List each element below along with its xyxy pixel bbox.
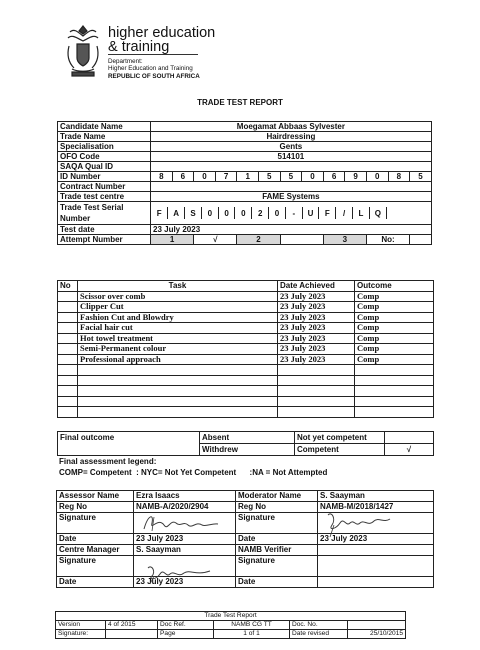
specialisation-value: Gents <box>151 142 432 152</box>
task-date: 23 July 2023 <box>278 354 355 365</box>
docno-value <box>348 621 406 630</box>
test-date-value: 23 July 2023 <box>151 225 432 235</box>
id-digit: 5 <box>410 172 432 182</box>
specialisation-row <box>58 142 432 152</box>
dept-sub-2: Higher Education and Training <box>108 65 193 73</box>
id-digit: 0 <box>366 172 388 182</box>
attempt-2: 2 <box>237 235 280 245</box>
dept-line-1: higher education <box>108 25 216 41</box>
serial-char: A <box>168 207 185 219</box>
id-digit: 5 <box>258 172 280 182</box>
task-name: Facial hair cut <box>78 323 278 334</box>
verifier-name <box>318 545 434 556</box>
col-no: No <box>58 281 78 292</box>
competent-tick: √ <box>385 444 434 456</box>
verifier-date <box>318 577 434 588</box>
not-yet-competent-mark <box>385 432 434 444</box>
serial-char: Q <box>369 207 386 219</box>
contract-row <box>58 182 432 192</box>
candidate-name-value: Moegamat Abbaas Sylvester <box>151 122 432 132</box>
id-digit: 0 <box>302 172 324 182</box>
verifier-date-label: Date <box>236 577 318 588</box>
moderator-handwritten-signature <box>322 509 392 539</box>
task-date: 23 July 2023 <box>278 333 355 344</box>
assessor-name: Ezra Isaacs <box>134 491 236 502</box>
task-outcome: Comp <box>355 323 434 334</box>
withdrew-label: Withdrew <box>200 444 295 456</box>
trade-name-label: Trade Name <box>58 132 151 142</box>
header-rule <box>108 54 198 55</box>
contract-value <box>151 182 432 192</box>
task-row <box>58 344 434 355</box>
saqa-value <box>151 162 432 172</box>
footer-signature-value <box>106 630 158 639</box>
task-date: 23 July 2023 <box>278 323 355 334</box>
assessor-reg-label: Reg No <box>57 502 134 513</box>
ofo-label: OFO Code <box>58 152 151 162</box>
task-outcome: Comp <box>355 302 434 313</box>
task-table <box>57 280 434 418</box>
serial-char: F <box>151 207 168 219</box>
docno-label: Doc. No. <box>290 621 348 630</box>
serial-label-2: Number <box>60 214 91 223</box>
not-yet-competent-label: Not yet competent <box>295 432 385 444</box>
page-value: 1 of 1 <box>214 630 290 639</box>
assessor-signature-label: Signature <box>57 513 134 534</box>
moderator-name-label: Moderator Name <box>236 491 318 502</box>
trade-name-value: Hairdressing <box>151 132 432 142</box>
task-row <box>58 291 434 302</box>
task-header-row <box>58 281 434 292</box>
outcome-row-1 <box>58 432 434 444</box>
task-row-empty <box>58 396 434 407</box>
saqa-row <box>58 162 432 172</box>
dept-sub-3: REPUBLIC OF SOUTH AFRICA <box>108 72 200 80</box>
task-row-empty <box>58 386 434 397</box>
legend-title: Final assessment legend: <box>59 457 157 466</box>
attempt-row <box>58 235 432 245</box>
version-value: 4 of 2015 <box>106 621 158 630</box>
serial-char: U <box>302 207 319 219</box>
test-date-row <box>58 225 432 235</box>
task-date: 23 July 2023 <box>278 291 355 302</box>
serial-label-1: Trade Test Serial <box>60 203 124 212</box>
footer-table <box>55 611 406 639</box>
serial-blank <box>386 207 431 219</box>
page-label: Page <box>158 630 214 639</box>
id-digit: 5 <box>280 172 302 182</box>
attempt-3: 3 <box>323 235 366 245</box>
moderator-signature-label: Signature <box>236 513 318 534</box>
serial-char: 0 <box>201 207 218 219</box>
trade-name-row <box>58 132 432 142</box>
manager-date: 23 July 2023 <box>134 577 236 588</box>
specialisation-label: Specialisation <box>58 142 151 152</box>
dept-sub-1: Department: <box>108 58 143 65</box>
candidate-table <box>57 121 432 245</box>
task-row <box>58 323 434 334</box>
dept-line-2: & training <box>108 39 170 55</box>
task-row <box>58 333 434 344</box>
col-task: Task <box>78 281 278 292</box>
serial-char: L <box>353 207 370 219</box>
signoff-table <box>56 490 434 588</box>
task-row-empty <box>58 375 434 386</box>
id-digit: 9 <box>345 172 367 182</box>
manager-signature-label: Signature <box>57 556 134 577</box>
centre-row <box>58 192 432 202</box>
assessor-date-label: Date <box>57 534 134 545</box>
task-name: Semi-Permanent colour <box>78 344 278 355</box>
manager-date-row <box>57 577 434 588</box>
verifier-label: NAMB Verifier <box>236 545 318 556</box>
moderator-date-label: Date <box>236 534 318 545</box>
final-outcome-table <box>57 431 434 456</box>
id-number-label: ID Number <box>58 172 151 182</box>
serial-chars-table <box>151 207 431 219</box>
ofo-value: 514101 <box>151 152 432 162</box>
centre-manager-label: Centre Manager <box>57 545 134 556</box>
serial-char: / <box>336 207 353 219</box>
assessor-name-label: Assessor Name <box>57 491 134 502</box>
task-row <box>58 354 434 365</box>
footer-signature-label: Signature: <box>56 630 106 639</box>
task-row-empty <box>58 365 434 376</box>
verifier-signature-label: Signature <box>236 556 318 577</box>
task-date: 23 July 2023 <box>278 302 355 313</box>
docref-label: Doc Ref. <box>158 621 214 630</box>
id-digit: 8 <box>388 172 410 182</box>
ofo-row <box>58 152 432 162</box>
task-name: Hot towel treatment <box>78 333 278 344</box>
coat-of-arms-logo <box>62 22 104 80</box>
task-outcome: Comp <box>355 312 434 323</box>
id-digit: 0 <box>194 172 216 182</box>
assessor-handwritten-signature <box>140 511 220 535</box>
assessor-date: 23 July 2023 <box>134 534 236 545</box>
task-name: Clipper Cut <box>78 302 278 313</box>
serial-char: - <box>285 207 302 219</box>
moderator-reg: NAMB-M/2018/1427 <box>318 502 434 513</box>
task-date: 23 July 2023 <box>278 312 355 323</box>
serial-char: 0 <box>269 207 286 219</box>
task-name: Professional approach <box>78 354 278 365</box>
id-digit: 6 <box>323 172 345 182</box>
candidate-name-label: Candidate Name <box>58 122 151 132</box>
candidate-name-row <box>58 122 432 132</box>
serial-label <box>58 202 151 225</box>
docref-value: NAMB CG TT <box>214 621 290 630</box>
version-label: Version <box>56 621 106 630</box>
names-row <box>57 491 434 502</box>
assessor-reg: NAMB-A/2020/2904 <box>134 502 236 513</box>
manager-row <box>57 545 434 556</box>
centre-value: FAME Systems <box>151 192 432 202</box>
task-name: Scissor over comb <box>78 291 278 302</box>
report-title: TRADE TEST REPORT <box>197 98 283 107</box>
task-outcome: Comp <box>355 344 434 355</box>
moderator-date: 23 July 2023 <box>318 534 434 545</box>
col-date: Date Achieved <box>278 281 355 292</box>
attempt-1-tick: √ <box>194 235 237 245</box>
attempt-2-mark <box>280 235 323 245</box>
centre-manager-name: S. Saayman <box>134 545 236 556</box>
task-row-empty <box>58 407 434 418</box>
task-outcome: Comp <box>355 333 434 344</box>
footer-title: Trade Test Report <box>56 612 406 621</box>
serial-chars-cell <box>151 202 432 225</box>
saqa-label: SAQA Qual ID <box>58 162 151 172</box>
footer-row-1 <box>56 621 406 630</box>
revised-label: Date revised <box>290 630 348 639</box>
task-row <box>58 312 434 323</box>
centre-label: Trade test centre <box>58 192 151 202</box>
moderator-name: S. Saayman <box>318 491 434 502</box>
contract-label: Contract Number <box>58 182 151 192</box>
department-subtitle <box>108 58 200 80</box>
department-name <box>108 26 228 54</box>
moderator-reg-label: Reg No <box>236 502 318 513</box>
task-row <box>58 302 434 313</box>
serial-char: 2 <box>252 207 269 219</box>
absent-label: Absent <box>200 432 295 444</box>
competent-label: Competent <box>295 444 385 456</box>
attempt-no-label: No: <box>366 235 409 245</box>
id-digit: 8 <box>151 172 173 182</box>
footer-row-2 <box>56 630 406 639</box>
task-name: Fashion Cut and Blowdry <box>78 312 278 323</box>
task-outcome: Comp <box>355 354 434 365</box>
manager-signature-row <box>57 556 434 577</box>
revised-value: 25/10/2015 <box>348 630 406 639</box>
col-outcome: Outcome <box>355 281 434 292</box>
attempt-label: Attempt Number <box>58 235 151 245</box>
manager-date-label: Date <box>57 577 134 588</box>
serial-char: 0 <box>218 207 235 219</box>
footer-title-row <box>56 612 406 621</box>
test-date-label: Test date <box>58 225 151 235</box>
serial-char: S <box>185 207 202 219</box>
serial-char: F <box>319 207 336 219</box>
verifier-signature <box>318 556 434 577</box>
final-outcome-label: Final outcome <box>58 432 200 456</box>
serial-row <box>58 202 432 225</box>
attempt-no-value <box>410 235 432 245</box>
serial-char: 0 <box>235 207 252 219</box>
task-date: 23 July 2023 <box>278 344 355 355</box>
manager-handwritten-signature <box>144 562 214 586</box>
id-number-row <box>58 172 432 182</box>
id-digit: 7 <box>215 172 237 182</box>
attempt-1: 1 <box>151 235 194 245</box>
id-digit: 6 <box>172 172 194 182</box>
id-digit: 1 <box>237 172 259 182</box>
legend-line: COMP= Competent : NYC= Not Yet Competent :NA = Not Attempted <box>59 468 328 477</box>
task-outcome: Comp <box>355 291 434 302</box>
